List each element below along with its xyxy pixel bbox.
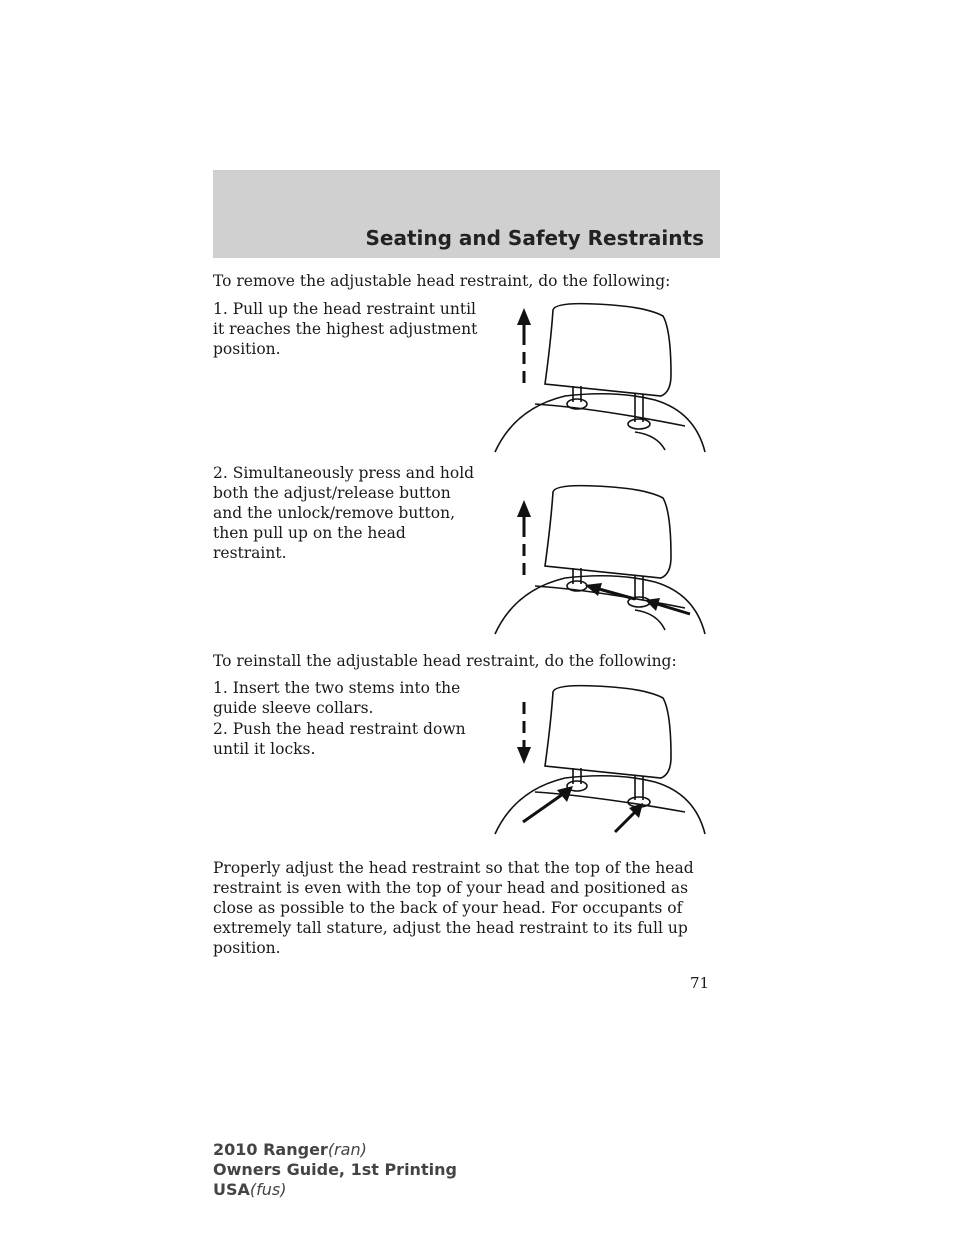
head-restraint-pull-up-figure: [485, 300, 715, 458]
closing-paragraph: Properly adjust the head restraint so that the top of the head restraint is even with the top of your head and positioned as close as possible to the back of your head. For occupants of extremely tall stature, adjust the head restraint to its full up position.: [213, 859, 694, 957]
reinstall-intro: To reinstall the adjustable head restraint, do the following:: [213, 652, 677, 670]
head-restraint-press-release-figure: [485, 482, 715, 640]
reinstall-step-2: 2. Push the head restraint down until it locks.: [213, 720, 466, 758]
press-arrow-icon: [645, 598, 690, 614]
footer-model-code: (ran): [327, 1140, 367, 1159]
head-restraint-push-down-figure: [485, 682, 715, 840]
remove-intro: To remove the adjustable head restraint, do the following:: [213, 272, 671, 290]
remove-step-1: 1. Pull up the head restraint until it reaches the highest adjustment position.: [213, 300, 478, 358]
page-number: 71: [690, 974, 710, 992]
insert-arrow-icon: [615, 803, 643, 832]
up-arrow-icon: [517, 500, 531, 575]
footer-market: USA: [213, 1180, 250, 1199]
reinstall-step-1: 1. Insert the two stems into the guide sleeve collars.: [213, 679, 461, 717]
footer: [213, 1140, 457, 1200]
down-arrow-icon: [517, 702, 531, 764]
up-arrow-icon: [517, 308, 531, 383]
footer-market-code: (fus): [249, 1180, 287, 1199]
section-title: Seating and Safety Restraints: [365, 226, 704, 250]
press-arrow-icon: [585, 583, 635, 599]
footer-guide-edition: Owners Guide, 1st Printing: [213, 1160, 457, 1179]
footer-model: 2010 Ranger: [213, 1140, 328, 1159]
section-header-band: [213, 170, 720, 258]
remove-step-2: 2. Simultaneously press and hold both the adjust/release button and the unlock/remove button, then pull up on the head restraint.: [213, 464, 475, 562]
